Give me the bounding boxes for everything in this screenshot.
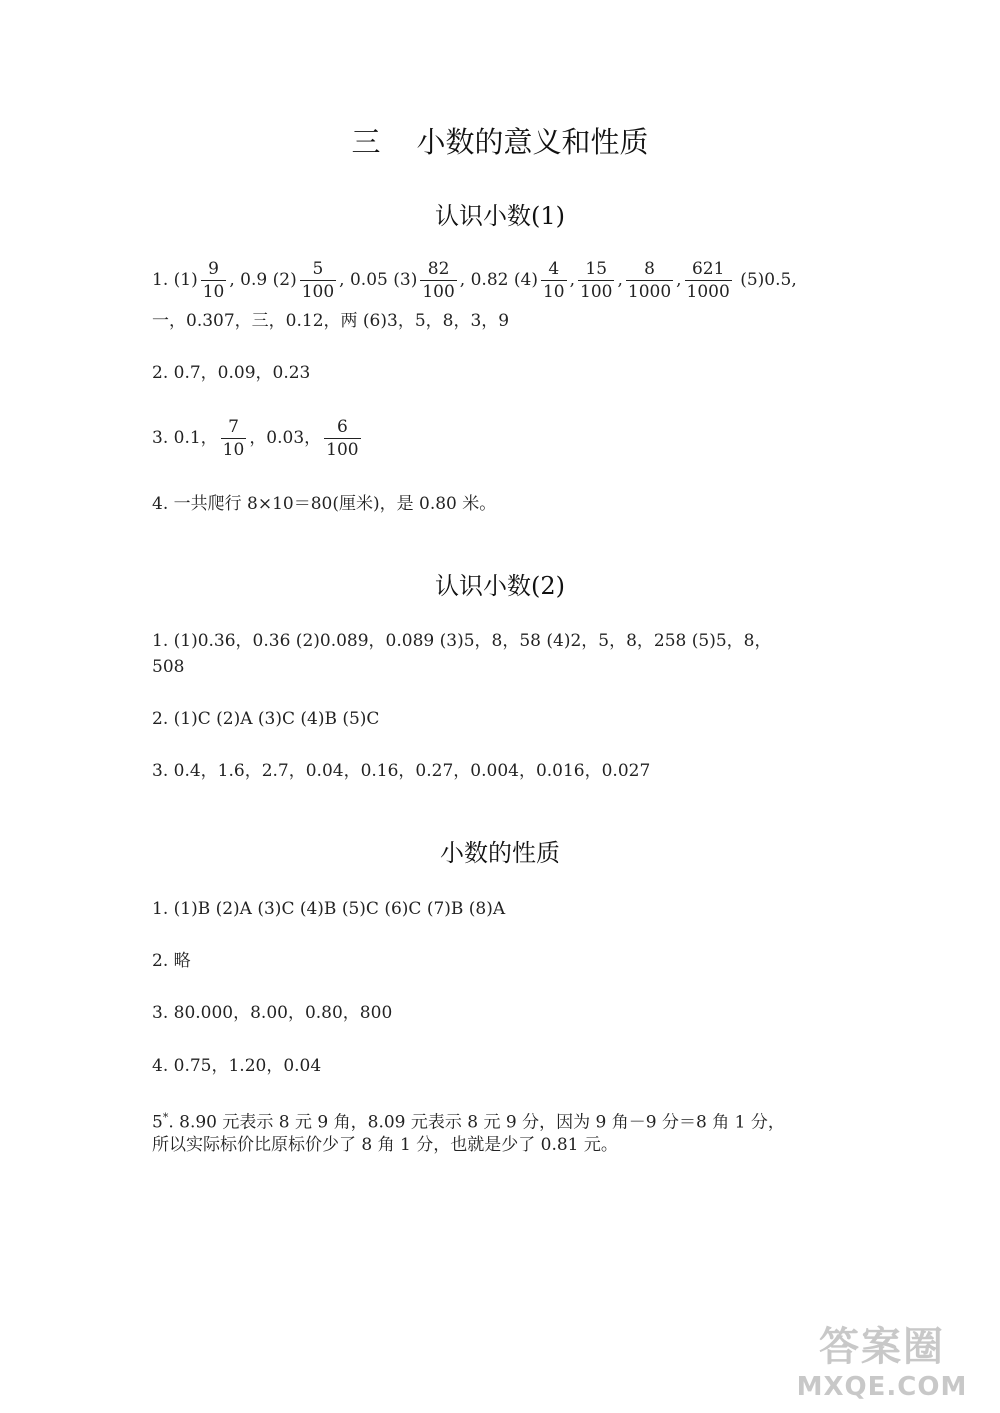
fraction: $\frac{15}{100}$ xyxy=(580,259,613,302)
part-label: (1) xyxy=(173,270,198,290)
fraction: $\frac{621}{1000}$ xyxy=(686,259,730,302)
s2-q1-line2: 508 xyxy=(152,657,185,677)
answer-text: ，0.03， xyxy=(249,428,322,448)
watermark-logo xyxy=(792,1315,972,1405)
comma: , xyxy=(617,270,623,290)
fraction: $\frac{8}{1000}$ xyxy=(627,259,672,302)
comma: , xyxy=(569,270,576,290)
star-mark: * xyxy=(162,1111,169,1124)
fraction: $\frac{9}{10}$ xyxy=(202,259,225,302)
chapter-name: 小数的意义和性质 xyxy=(416,125,649,159)
fraction: $\frac{7}{10}$ xyxy=(222,417,245,460)
s1-q4: 4. 一共爬行 8×10＝80(厘米)，是 0.80 米。 xyxy=(152,494,497,514)
s1-q1-line1 xyxy=(152,260,797,301)
s1-q3 xyxy=(152,418,364,459)
s1-q2: 2. 0.7，0.09，0.23 xyxy=(152,363,311,383)
s3-q3: 3. 80.000，8.00，0.80，800 xyxy=(152,1003,393,1023)
q-number: 5 xyxy=(152,1112,163,1133)
section-heading-3: 小数的性质 xyxy=(440,839,560,867)
fraction: $\frac{5}{100}$ xyxy=(301,259,335,302)
s3-q4: 4. 0.75，1.20，0.04 xyxy=(152,1056,322,1076)
s3-q1: 1. (1)B (2)A (3)C (4)B (5)C (6)C (7)B (8)A xyxy=(152,899,506,919)
answer-text: , 0.05 xyxy=(339,270,388,290)
answer-text: . 8.90 元表示 8 元 9 角，8.09 元表示 8 元 9 分，因为 9 角－9 分＝8 角 1 分， xyxy=(168,1112,785,1133)
s3-q5-line2: 所以实际标价比原标价少了 8 角 1 分，也就是少了 0.81 元。 xyxy=(152,1135,618,1155)
chapter-number: 三 xyxy=(351,125,381,159)
watermark-text: 答案圈 xyxy=(819,1324,945,1370)
section-heading-1: 认识小数(1) xyxy=(435,202,565,230)
part-label: (5)0.5, xyxy=(740,270,797,290)
s3-q2: 2. 略 xyxy=(152,951,191,971)
part-label: (4) xyxy=(513,270,538,290)
fraction: $\frac{4}{10}$ xyxy=(542,259,565,302)
watermark-url: MXQE.COM xyxy=(796,1372,968,1402)
section-heading-2: 认识小数(2) xyxy=(435,572,565,600)
answer-text: , 0.82 xyxy=(459,270,509,290)
chapter-title xyxy=(0,120,1000,161)
part-label: (2) xyxy=(272,270,297,290)
s3-q5-line1 xyxy=(152,1108,785,1133)
answer-text: , 0.9 xyxy=(229,270,268,290)
part-label: (3) xyxy=(393,270,418,290)
fraction: $\frac{82}{100}$ xyxy=(422,259,455,302)
answer-text: 3. 0.1， xyxy=(152,428,218,448)
s1-q1-line2: 一，0.307，三，0.12，两 (6)3，5，8，3，9 xyxy=(152,311,510,331)
s2-q2: 2. (1)C (2)A (3)C (4)B (5)C xyxy=(152,709,380,729)
q-number: 1. xyxy=(152,270,169,290)
s2-q1-line1: 1. (1)0.36，0.36 (2)0.089，0.089 (3)5，8，58 (4)2，5，8，258 (5)5，8， xyxy=(152,631,772,651)
fraction: $\frac{6}{100}$ xyxy=(326,417,359,460)
s2-q3: 3. 0.4，1.6，2.7，0.04，0.16，0.27，0.004，0.016，0.027 xyxy=(152,761,651,781)
comma: , xyxy=(676,270,682,290)
